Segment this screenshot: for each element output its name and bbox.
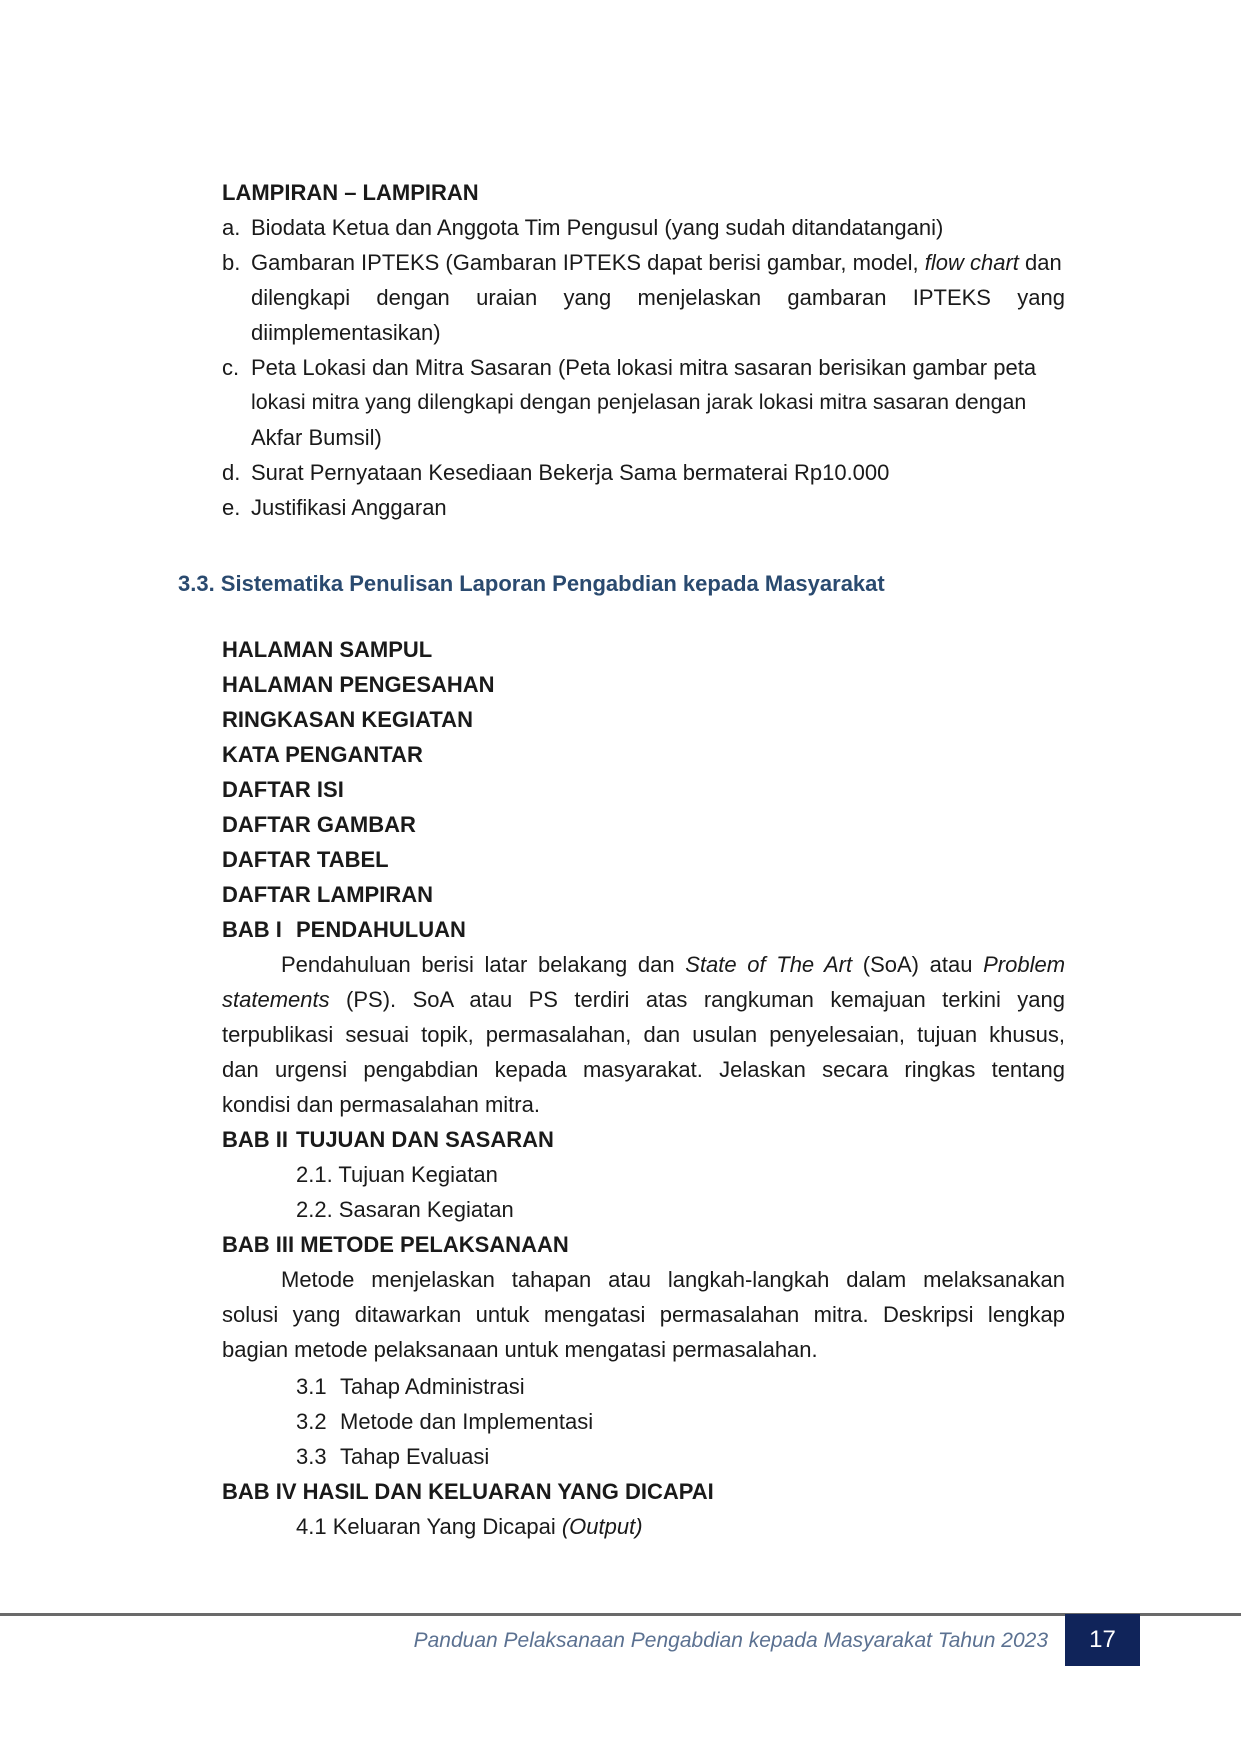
bab3-subitem-number: 3.1 — [296, 1374, 327, 1399]
bab3-paragraph-line1: Metode menjelaskan tahapan atau langkah-langkah dalam melaksanakan — [281, 1267, 1065, 1292]
bab1-paragraph-line5: kondisi dan permasalahan mitra. — [222, 1092, 540, 1117]
lampiran-item-b-line3: diimplementasikan) — [251, 320, 441, 345]
bab3-paragraph-line2: solusi yang ditawarkan untuk mengatasi permasalahan mitra. Deskripsi lengkap — [222, 1302, 1065, 1327]
text-run: Pendahuluan berisi latar belakang dan — [281, 952, 686, 977]
bab2-number: BAB II — [222, 1127, 288, 1152]
lampiran-item-b-line1 — [251, 245, 1062, 280]
bab1-paragraph-line4: dan urgensi pengabdian kepada masyarakat. Jelaskan secara ringkas tentang — [222, 1057, 1065, 1082]
text-run: (SoA) atau — [852, 952, 984, 977]
bab2-subitem: 2.1. Tujuan Kegiatan — [296, 1162, 498, 1187]
outline-item: KATA PENGANTAR — [222, 742, 423, 767]
bab1-paragraph-line3: terpublikasi sesuai topik, permasalahan, dan usulan penyelesaian, tujuan khusus, — [222, 1022, 1065, 1047]
lampiran-item-c-line1: Peta Lokasi dan Mitra Sasaran (Peta lokasi mitra sasaran berisikan gambar peta — [251, 355, 1037, 380]
bab3-paragraph-line3: bagian metode pelaksanaan untuk mengatasi permasalahan. — [222, 1337, 818, 1362]
list-label-a: a. — [222, 215, 241, 240]
bab2-subitem: 2.2. Sasaran Kegiatan — [296, 1197, 514, 1222]
lampiran-item-c-line2: lokasi mitra yang dilengkapi dengan penjelasan jarak lokasi mitra sasaran dengan — [251, 390, 1027, 414]
italic-term: statements — [222, 987, 330, 1012]
bab2-title: TUJUAN DAN SASARAN — [296, 1127, 554, 1152]
bab1-paragraph-line1 — [281, 947, 1065, 982]
lampiran-item-e: Justifikasi Anggaran — [251, 495, 447, 520]
footer-title: Panduan Pelaksanaan Pengabdian kepada Masyarakat Tahun 2023 — [413, 1629, 1048, 1652]
outline-item: HALAMAN SAMPUL — [222, 637, 433, 662]
lampiran-item-d: Surat Pernyataan Kesediaan Bekerja Sama bermaterai Rp10.000 — [251, 460, 890, 485]
list-label-e: e. — [222, 495, 241, 520]
text-run: dan — [1018, 250, 1062, 275]
outline-item: HALAMAN PENGESAHAN — [222, 672, 495, 697]
outline-item: DAFTAR TABEL — [222, 847, 389, 872]
lampiran-item-b-line2: dilengkapi dengan uraian yang menjelaskan gambaran IPTEKS yang — [251, 285, 1065, 310]
lampiran-item-c-line3: Akfar Bumsil) — [251, 425, 382, 450]
bab3-heading: BAB III METODE PELAKSANAAN — [222, 1232, 569, 1257]
bab3-subitem-text: Tahap Administrasi — [340, 1374, 525, 1399]
outline-item: DAFTAR GAMBAR — [222, 812, 416, 837]
bab3-subitem-number: 3.3 — [296, 1444, 327, 1469]
list-label-c: c. — [222, 355, 240, 380]
footer-divider — [0, 1613, 1241, 1616]
bab3-subitem-text: Tahap Evaluasi — [340, 1444, 490, 1469]
italic-term: (Output) — [561, 1514, 643, 1539]
bab3-subitem-text: Metode dan Implementasi — [340, 1409, 594, 1434]
page-number: 17 — [1065, 1614, 1140, 1666]
bab4-heading: BAB IV HASIL DAN KELUARAN YANG DICAPAI — [222, 1479, 714, 1504]
list-label-b: b. — [222, 250, 241, 275]
text-run: (PS). SoA atau PS terdiri atas rangkuman kemajuan terkini yang — [329, 987, 1065, 1012]
section-heading: 3.3. Sistematika Penulisan Laporan Pengabdian kepada Masyarakat — [178, 571, 885, 596]
lampiran-title: LAMPIRAN – LAMPIRAN — [222, 180, 479, 205]
text-run: Gambaran IPTEKS (Gambaran IPTEKS dapat berisi gambar, model, — [251, 250, 925, 275]
bab1-title: PENDAHULUAN — [296, 917, 466, 942]
bab4-subitem — [296, 1509, 643, 1544]
lampiran-item-a: Biodata Ketua dan Anggota Tim Pengusul (yang sudah ditandatangani) — [251, 215, 944, 240]
bab3-subitem-number: 3.2 — [296, 1409, 327, 1434]
bab1-number: BAB I — [222, 917, 282, 942]
italic-term: flow chart — [924, 250, 1019, 275]
text-run: 4.1 Keluaran Yang Dicapai — [296, 1514, 562, 1539]
italic-term: State of The Art — [685, 952, 853, 977]
italic-term: Problem — [983, 952, 1066, 977]
outline-item: DAFTAR LAMPIRAN — [222, 882, 434, 907]
list-label-d: d. — [222, 460, 241, 485]
outline-item: RINGKASAN KEGIATAN — [222, 707, 473, 732]
outline-item: DAFTAR ISI — [222, 777, 344, 802]
bab1-paragraph-line2 — [222, 982, 1065, 1017]
